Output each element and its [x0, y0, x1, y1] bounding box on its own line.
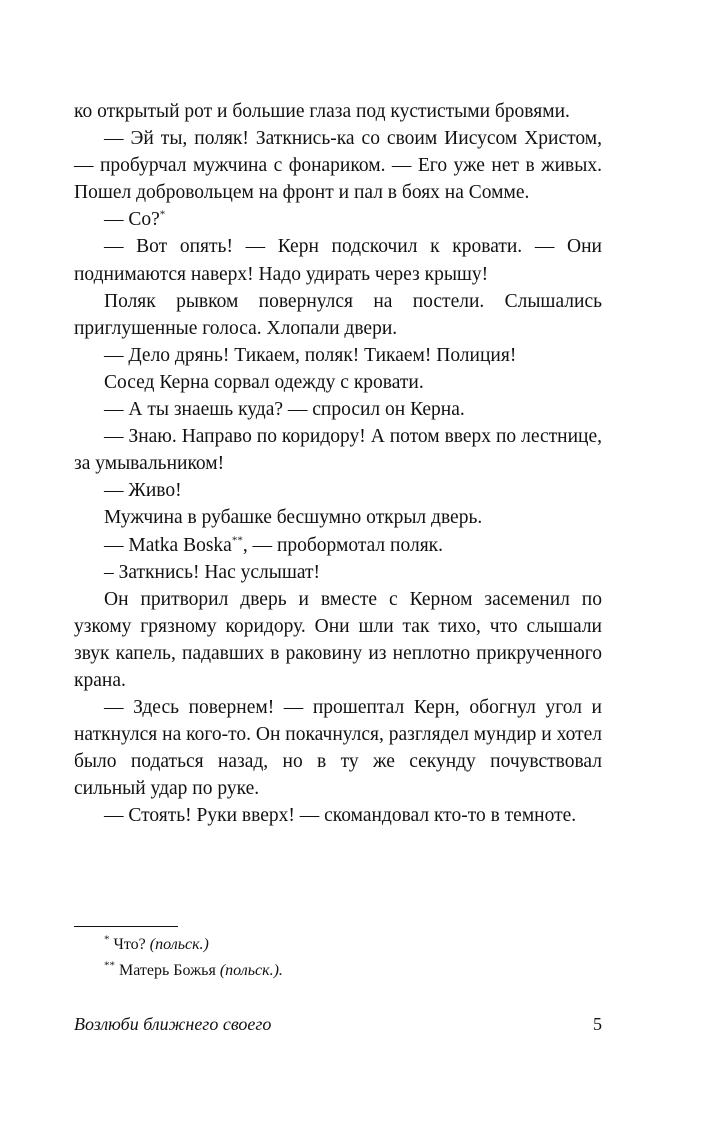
paragraph-text: — Знаю. Направо по коридору! А потом вверх по лестнице, за умывальником!: [74, 426, 602, 475]
footnote-divider: [74, 926, 178, 927]
paragraph: [74, 125, 602, 206]
paragraph: [74, 504, 602, 531]
paragraph: [74, 477, 602, 504]
footnote: [104, 932, 283, 958]
paragraph: [74, 802, 602, 829]
footnote-reference: **: [231, 534, 243, 546]
paragraph: [74, 206, 602, 233]
paragraph-text: — Эй ты, поляк! Заткнись-ка со своим Иисусом Христом, — пробурчал мужчина с фонариком. — Его уже нет в живых. Пошел добровольцем на фронт и пал в боях на Сомме.: [74, 128, 602, 204]
footnote-mark: **: [104, 959, 115, 972]
paragraph-text: — Вот опять! — Керн подскочил к кровати. — Они поднимаются наверх! Надо удирать через крышу!: [74, 236, 602, 285]
paragraph-text: ко открытый рот и большие глаза под кустистыми бровями.: [74, 101, 570, 122]
footnote-language-note: (польск.).: [219, 962, 283, 979]
footnote-text: Что?: [113, 936, 146, 953]
page-body: [74, 98, 602, 830]
paragraph-text: — Стоять! Руки вверх! — скомандовал кто-то в темноте.: [104, 805, 577, 827]
paragraph: [74, 423, 602, 477]
footnotes: [104, 932, 283, 984]
paragraph-text: — Живо!: [104, 480, 182, 502]
footnote-text: Матерь Божья: [119, 962, 216, 979]
page-number: 5: [593, 1014, 602, 1034]
paragraph: [74, 396, 602, 423]
paragraph-text: Он притворил дверь и вместе с Керном засеменил по узкому грязному коридору. Они шли так тихо, что слышали звук капель, падавших в раковину из неплотно прикрученного крана.: [74, 588, 602, 691]
paragraph: [74, 288, 602, 342]
footnote-language-note: (польск.): [149, 936, 209, 953]
running-title: Возлюби ближнего своего: [74, 1014, 272, 1034]
page-footer: [74, 1009, 602, 1039]
paragraph-text: Сосед Керна сорвал одежду с кровати.: [104, 371, 424, 393]
paragraph: [74, 586, 602, 694]
paragraph: [74, 233, 602, 287]
footnote-reference: *: [159, 208, 166, 221]
paragraph-text: — Matka Boska: [104, 534, 232, 556]
paragraph: [74, 369, 602, 396]
paragraph-text: — А ты знаешь куда? — спросил он Керна.: [104, 399, 465, 421]
paragraph-text: — Co?: [104, 209, 160, 231]
paragraph-text: Поляк рывком повернулся на постели. Слышались приглушенные голоса. Хлопали двери.: [74, 290, 602, 339]
paragraph-text: — Дело дрянь! Тикаем, поляк! Тикаем! Полиция!: [104, 344, 517, 366]
paragraph-text: — Здесь повернем! — прошептал Керн, обогнул угол и наткнулся на кого-то. Он покачнулся, разглядел мундир и хотел было податься назад, но в ту же секунду почувствовал сильный удар по руке.: [74, 697, 602, 800]
main-text: [74, 98, 602, 830]
paragraph: [74, 342, 602, 369]
paragraph: [74, 532, 602, 559]
paragraph-text: – Заткнись! Нас услышат!: [104, 561, 321, 583]
footnote: [104, 958, 283, 984]
paragraph: [74, 98, 602, 125]
paragraph-text: , — пробормотал поляк.: [242, 534, 444, 556]
paragraph: [74, 559, 602, 586]
footnote-mark: *: [104, 933, 110, 946]
paragraph: [74, 694, 602, 802]
paragraph-text: Мужчина в рубашке бесшумно открыл дверь.: [104, 507, 483, 529]
